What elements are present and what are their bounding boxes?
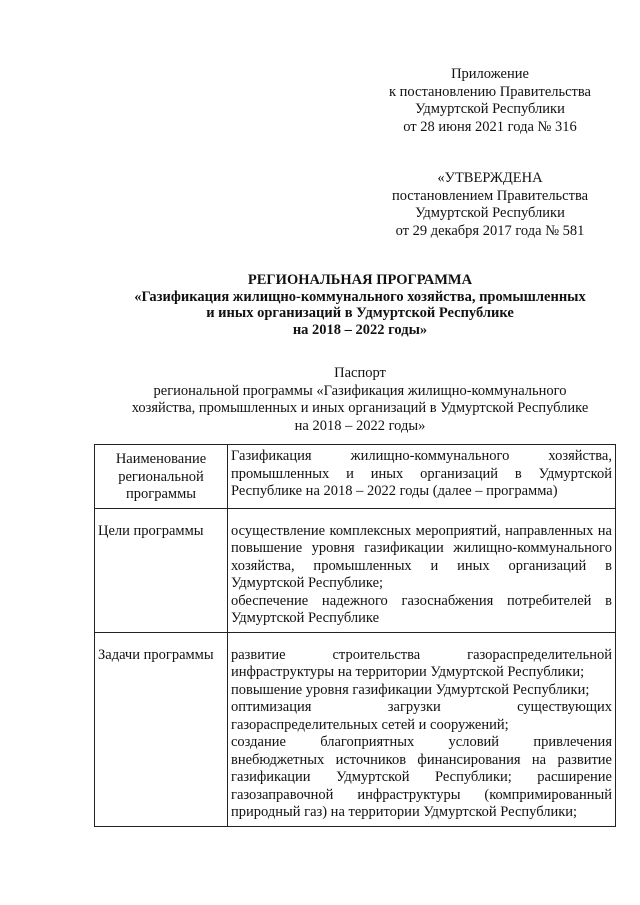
content-line: создание благоприятных условий привлечения внебюджетных источников финансирования на развитие газификации Удмуртской Республики; расширение газозаправочной инфраструктуры (компримированный природный газ) на территории Удмуртской Республики; [231,734,612,820]
title-line: на 2018 – 2022 годы» [292,321,428,338]
table-row [95,445,616,509]
appendix-note [360,66,620,136]
passport-line: хозяйства, промышленных и иных организаций в Удмуртской Республике [131,400,589,416]
table-row [95,632,616,826]
passport-line: Паспорт [334,365,386,381]
title-line: «Газификация жилищно-коммунального хозяйства, промышленных [134,288,586,305]
appendix-line: к постановлению Правительства [389,83,591,100]
appendix-line: Приложение [451,66,529,82]
passport-line: на 2018 – 2022 годы» [294,417,426,434]
row-label: Задачи программы [95,632,228,826]
passport-heading [100,365,620,435]
approval-line: «УТВЕРЖДЕНА [437,170,543,186]
content-line: осуществление комплексных мероприятий, направленных на повышение уровня газификации жилищно-коммунального хозяйства, промышленных и иных организаций в Удмуртской Республике; [231,522,612,591]
content-line: развитие строительства газораспределительной инфраструктуры на территории Удмуртской Республики; [231,646,612,680]
approval-line: Удмуртской Республики [415,205,565,221]
content-line: повышение уровня газификации Удмуртской Республики; [231,681,590,698]
appendix-line: Удмуртской Республики [415,101,565,117]
row-label: Наименование региональной программы [95,445,228,509]
title-line: РЕГИОНАЛЬНАЯ ПРОГРАММА [247,272,473,288]
approval-line: от 29 декабря 2017 года № 581 [395,222,585,239]
content-line: обеспечение надежного газоснабжения потребителей в Удмуртской Республике [231,592,612,626]
program-title [100,272,620,338]
content-line: оптимизация загрузки существующих газораспределительных сетей и сооружений; [231,699,612,733]
title-line: и иных организаций в Удмуртской Республике [206,305,514,321]
row-content [228,508,616,632]
row-label: Цели программы [95,508,228,632]
table-row [95,508,616,632]
passport-table [94,444,616,827]
row-content [228,445,616,509]
row-content [228,632,616,826]
approval-note [370,170,610,240]
content-line: Газификация жилищно-коммунального хозяйства, промышленных и иных организаций в Удмуртской Республике на 2018 – 2022 годы (далее – программа) [231,448,612,499]
passport-line: региональной программы «Газификация жилищно-коммунального [153,382,567,399]
approval-line: постановлением Правительства [391,187,589,204]
appendix-line: от 28 июня 2021 года № 316 [403,118,577,135]
